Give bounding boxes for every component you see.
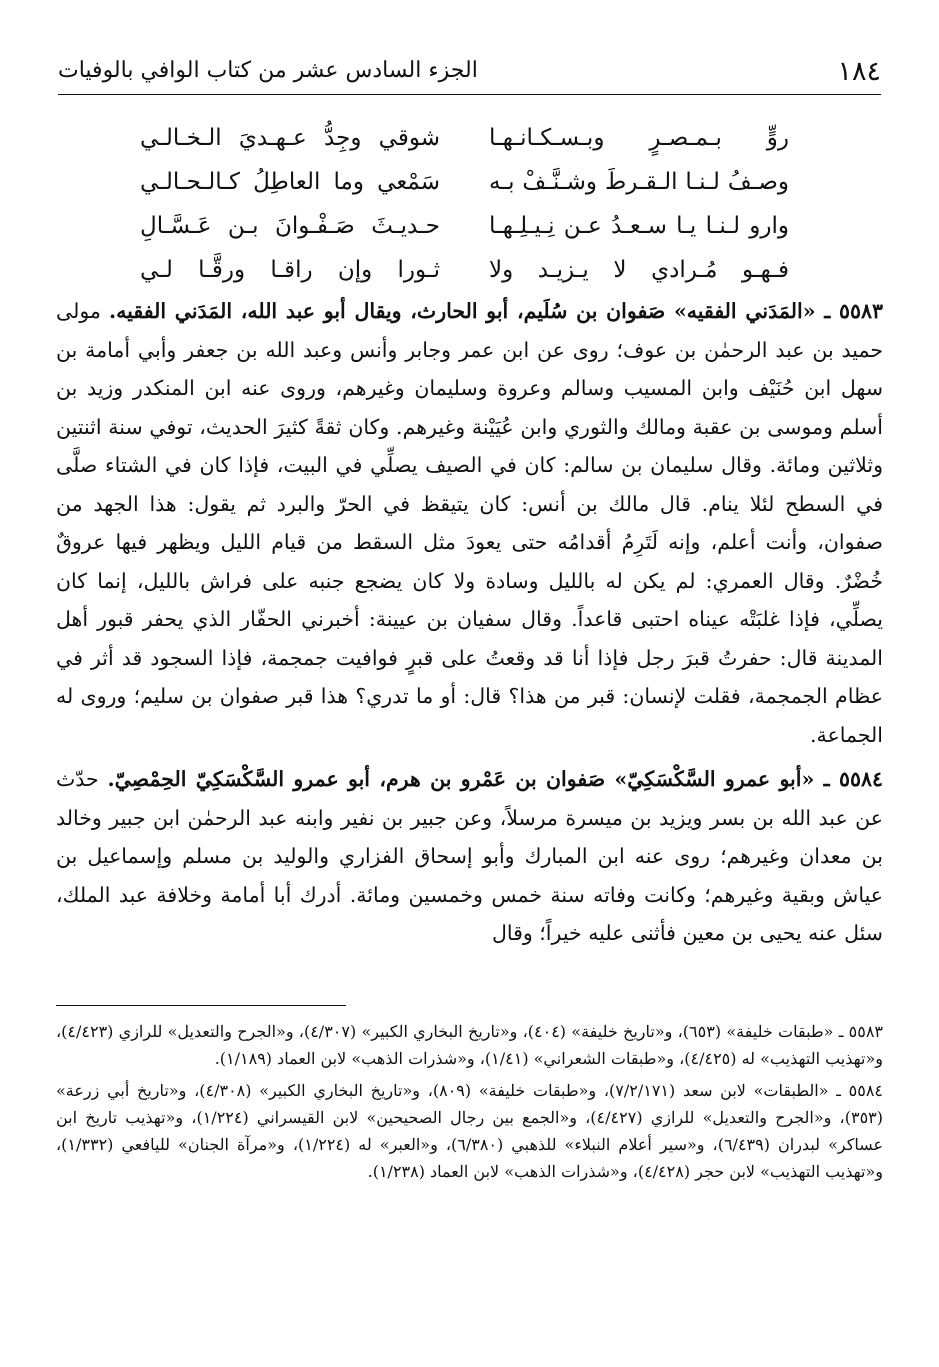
footnote-text: ٥٥٨٣ ـ «طبقات خليفة» (٦٥٣)، و«تاريخ خليفة» (٤٠٤)، و«تاريخ البخاري الكبير» (٤/٣٠٧)، و«الجرح والتعديل» للرازي (٤/٤٢٣)، و«تهذيب التهذيب» له (٤/٤٢٥)، و«طبقات الشعراني» (١/٤١)، و«شذرات الذهب» لابن العماد (١/١٨٩). — [56, 1022, 884, 1068]
verse-second-hemistich: حـديـثَ صَـفْـوانَ بـن عَـسَّـالِ — [140, 213, 440, 239]
biography-entry-5583 — [56, 292, 883, 754]
running-title: الجزء السادس عشر من كتاب الوافي بالوفيات — [58, 58, 478, 83]
entry-heading: ٥٥٨٤ ـ «أبو عمرو السَّكْسَكِيّ» صَفوان بن عَمْرو بن هرم، أبو عمرو السَّكْسَكِيّ الحِمْصِيّ. — [107, 767, 883, 791]
footnote-text: ٥٥٨٤ ـ «الطبقات» لابن سعد (٧/٢/١٧١)، و«طبقات خليفة» (٨٠٩)، و«تاريخ البخاري الكبير» (٤/٣٠٨)، و«تاريخ أبي زرعة» (٣٥٣)، و«الجرح والتعديل» للرازي (٤/٤٢٧)، و«الجمع بين رجال الصحيحين» لابن القيسراني (١/٢٢٤)، و«تهذيب تاريخ ابن عساكر» لبدران (٦/٤٣٩)، و«سير أعلام النبلاء» للذهبي (٦/٣٨٠)، و«العبر» له (١/٢٢٤)، و«مرآة الجنان» لليافعي (١/٣٣٢)، و«تهذيب التهذيب» لابن حجر (٤/٤٢٨)، و«شذرات الذهب» لابن العماد (١/٢٣٨). — [56, 1081, 884, 1181]
footnote-5583 — [56, 1018, 883, 1072]
running-head — [58, 52, 881, 95]
entry-body: حدّث عن عبد الله بن بسر ويزيد بن ميسرة مرسلاً، وعن جبير بن نفير وابنه عبد الرحمٰن ابن جبير وخالد بن معدان وغيرهم؛ روى عنه ابن المبارك وأبو إسحاق الفزاري والوليد بن مسلم وإسماعيل بن عياش وبقية وغيرهم؛ وكانت وفاته سنة خمس وخمسين ومائة. أدرك أبا أمامة وخلافة عبد الملك، سئل عنه يحيى بن معين فأثنى عليه خيراً؛ وقال — [56, 767, 883, 945]
page-number: ١٨٤ — [837, 56, 881, 87]
verse-line — [140, 250, 789, 294]
biography-entry-5584 — [56, 760, 883, 953]
entry-body: مولى حميد بن عبد الرحمٰن بن عوف؛ روى عن ابن عمر وجابر وأنس وعبد الله بن جعفر وأبي أمامة بن سهل ابن حُنَيْف وابن المسيب وسالم وعروة وسليمان وغيرهم، وروى عنه ابن المنكدر وزيد بن أسلم وموسى بن عقبة ومالك والثوري وابن عُيَيْنة وغيرهم. وكان ثقةً كثيرَ الحديث، توفي سنة اثنتين وثلاثين ومائة. وقال سليمان بن سالم: كان في الصيف يصلِّي في البيت، فإذا كان في الشتاء صلَّى في السطح لئلا ينام. قال مالك بن أنس: كان يتيقظ في الحرّ والبرد ثم يقول: هذا الجهد من صفوان، وأنت أعلم، وإنه لَتَرِمُ أقدامُه حتى يعودَ مثل السقط من قيام الليل ويظهر فيها عروقٌ خُضْرٌ. وقال العمري: لم يكن له بالليل وسادة ولا كان يضجع جنبه على فراش بالليل، إنما كان يصلِّي، فإذا غلبَتْه عيناه احتبى قاعداً. وقال سفيان بن عيينة: أخبرني الحفّار الذي يحفر قبور أهل المدينة قال: حفرتُ قبرَ رجل فإذا أنا قد وقعتُ على قبرٍ فوافيت جمجمة، فإذا السجود قد أثر في عظام الجمجمة، فقلت لإنسان: قبر من هذا؟ قال: أو ما تدري؟ هذا قبر صفوان بن سليم؛ وروى له الجماعة. — [56, 299, 883, 747]
entry-paragraph — [56, 292, 883, 754]
verse-line — [140, 118, 789, 162]
verse-first-hemistich: فـهـو مُـرادي لا يـزيـد ولا — [489, 257, 789, 283]
entry-heading: ٥٥٨٣ ـ «المَدَني الفقيه» صَفوان بن سُلَيم، أبو الحارث، ويقال أبو عبد الله، المَدَني الفقيه. — [109, 299, 883, 323]
verse-second-hemistich: شوقي وجِدُّ عـهـديَ الـخـالـي — [140, 125, 440, 151]
verse-first-hemistich: وصـفُ لـنـا الـقـرطَ وشـنَّـفْ بـه — [489, 169, 789, 195]
verse-line — [140, 162, 789, 206]
footnotes — [56, 1018, 883, 1185]
verse-first-hemistich: وارو لـنـا يـا سـعـدُ عـن نِـيـلِـهـا — [489, 213, 789, 239]
footnote-divider — [56, 1005, 346, 1006]
verse-first-hemistich: روٍّ بـمـصـرٍ وبـسـكـانـهـا — [489, 125, 789, 151]
verse-second-hemistich: سَمْعي وما العاطِلُ كـالـحـالـي — [140, 169, 440, 195]
entry-paragraph — [56, 760, 883, 953]
poem-verses — [140, 118, 789, 294]
verse-second-hemistich: ثـورا وإن راقـا ورقَّـا لـي — [140, 257, 440, 283]
biography-entries — [56, 292, 883, 953]
verse-line — [140, 206, 789, 250]
footnote-5584 — [56, 1077, 883, 1185]
